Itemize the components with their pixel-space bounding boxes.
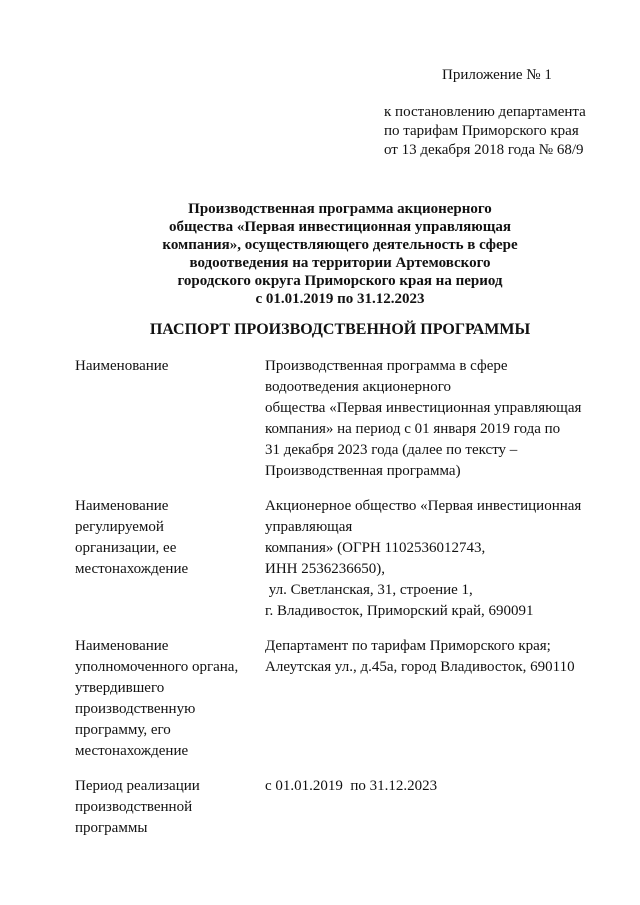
title-line: общества «Первая инвестиционная управляющая xyxy=(168,219,511,235)
title-line: с 01.01.2019 по 31.12.2023 xyxy=(255,291,425,307)
label-line: производственную xyxy=(75,701,196,717)
title-line: городского округа Приморского края на период xyxy=(177,273,503,289)
value-line: с 01.01.2019 по 31.12.2023 xyxy=(265,778,438,794)
label-line: производственной xyxy=(75,799,193,815)
value-line: Производственная программа в сфере xyxy=(265,358,508,374)
value-line: управляющая xyxy=(265,519,353,535)
value-line: Алеутская ул., д.45а, город Владивосток, 690110 xyxy=(265,659,575,675)
label-line: утвердившего xyxy=(75,680,165,696)
row-value xyxy=(265,496,605,622)
label-line: местонахождение xyxy=(75,561,189,577)
value-line: Акционерное общество «Первая инвестиционная xyxy=(265,498,582,514)
reference-line: по тарифам Приморского края xyxy=(384,123,579,139)
row-label xyxy=(75,636,255,762)
value-line: водоотведения акционерного xyxy=(265,379,451,395)
label-line: Наименование xyxy=(75,638,169,654)
value-line: ИНН 2536236650), xyxy=(265,561,385,577)
label-line: уполномоченного органа, xyxy=(75,659,239,675)
value-line: компания» (ОГРН 1102536012743, xyxy=(265,540,486,556)
section-title: ПАСПОРТ ПРОИЗВОДСТВЕННОЙ ПРОГРАММЫ xyxy=(149,321,531,338)
appendix-reference xyxy=(384,103,624,160)
value-line: Производственная программа) xyxy=(265,463,461,479)
label-line: Период реализации xyxy=(75,778,200,794)
value-line: г. Владивосток, Приморский край, 690091 xyxy=(265,603,534,619)
row-label xyxy=(75,496,255,580)
row-value xyxy=(265,776,605,797)
reference-line: к постановлению департамента xyxy=(384,104,586,120)
label-line: Наименование xyxy=(75,358,169,374)
row-value xyxy=(265,636,605,678)
row-value xyxy=(265,356,605,482)
title-line: компания», осуществляющего деятельность в сфере xyxy=(162,237,518,253)
appendix-title: Приложение № 1 xyxy=(442,67,552,83)
label-line: программу, его xyxy=(75,722,171,738)
title-line: Производственная программа акционерного xyxy=(188,201,492,217)
document-title xyxy=(140,200,540,308)
value-line: ул. Светланская, 31, строение 1, xyxy=(265,582,473,598)
value-line: общества «Первая инвестиционная управляющая xyxy=(265,400,582,416)
label-line: регулируемой xyxy=(75,519,164,535)
value-line: 31 декабря 2023 года (далее по тексту – xyxy=(265,442,518,458)
value-line: компания» на период с 01 января 2019 года по xyxy=(265,421,561,437)
label-line: программы xyxy=(75,820,148,836)
row-label xyxy=(75,356,255,377)
label-line: организации, ее xyxy=(75,540,177,556)
row-label xyxy=(75,776,255,839)
title-line: водоотведения на территории Артемовского xyxy=(189,255,491,271)
reference-line: от 13 декабря 2018 года № 68/9 xyxy=(384,142,584,158)
label-line: Наименование xyxy=(75,498,169,514)
value-line: Департамент по тарифам Приморского края; xyxy=(265,638,551,654)
label-line: местонахождение xyxy=(75,743,189,759)
